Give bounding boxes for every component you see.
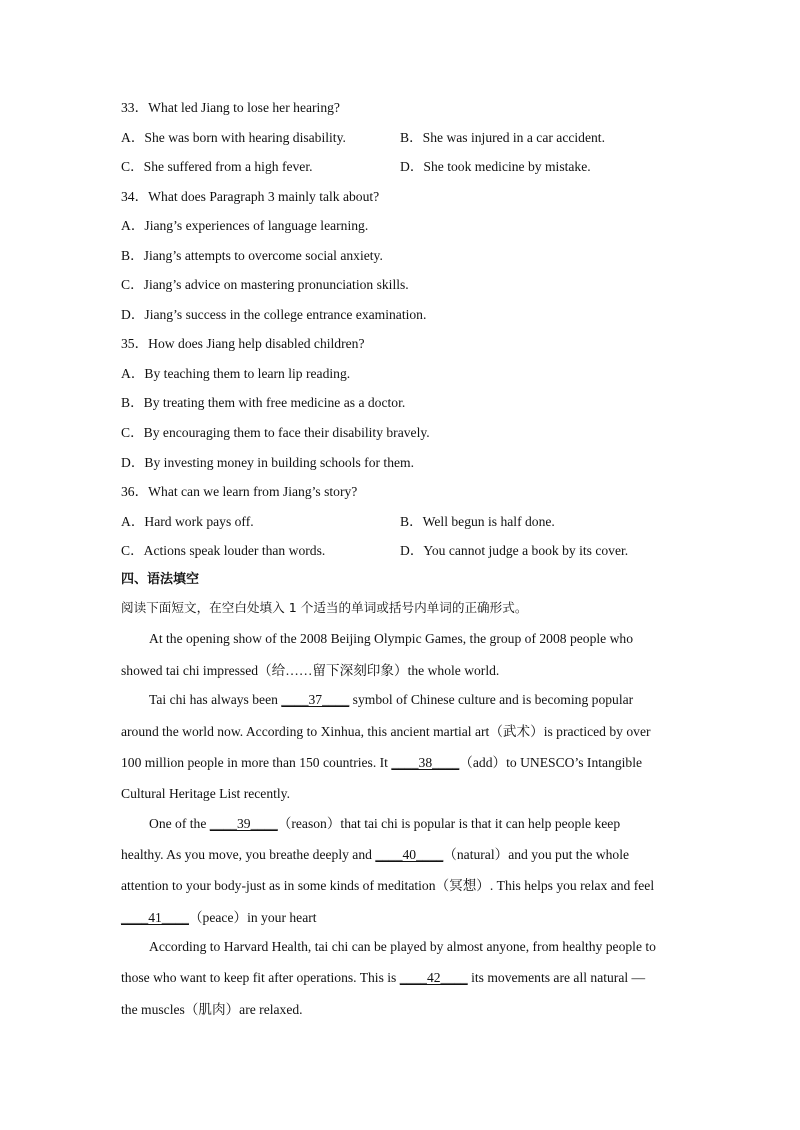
passage-p3-line4 — [121, 910, 317, 926]
passage-text: healthy. As you move, you breathe deeply and — [121, 847, 376, 862]
passage-text: 100 million people in more than 150 countries. It — [121, 755, 392, 770]
passage-text: （add）to UNESCO’s Intangible — [459, 755, 643, 770]
question-35-stem: 35．How does Jiang help disabled children? — [121, 336, 365, 351]
blank-42: ____42____ — [399, 970, 468, 985]
section-heading: 四、语法填空 — [121, 572, 200, 587]
passage-p3-line2 — [121, 847, 629, 863]
passage-p2-line3 — [121, 755, 642, 771]
question-35-option-c: C．By encouraging them to face their disability bravely. — [121, 425, 430, 440]
passage-p3-line3: attention to your body-just as in some kinds of meditation（冥想）. This helps you relax and feel — [121, 878, 655, 893]
blank-37: ____37____ — [281, 692, 350, 707]
question-34-option-a: A．Jiang’s experiences of language learning. — [121, 218, 369, 233]
passage-text: （reason）that tai chi is popular is that it can help people keep — [277, 816, 621, 831]
question-35-option-b: B．By treating them with free medicine as a doctor. — [121, 395, 406, 410]
passage-p1-line1: At the opening show of the 2008 Beijing Olympic Games, the group of 2008 people who — [149, 631, 634, 646]
passage-p4-line1: According to Harvard Health, tai chi can be played by almost anyone, from healthy people to — [149, 939, 656, 954]
question-33-option-a: A．She was born with hearing disability. — [121, 130, 346, 145]
passage-text: Tai chi has always been — [149, 692, 282, 707]
passage-p4-line3: the muscles（肌肉）are relaxed. — [121, 1002, 303, 1017]
question-35-option-a: A．By teaching them to learn lip reading. — [121, 366, 351, 381]
passage-text: （peace）in your heart — [188, 910, 317, 925]
blank-38: ____38____ — [391, 755, 460, 770]
question-34-option-c: C．Jiang’s advice on mastering pronunciation skills. — [121, 277, 409, 292]
question-34-option-d: D．Jiang’s success in the college entrance examination. — [121, 307, 427, 322]
passage-p2-line2: around the world now. According to Xinhua, this ancient martial art（武术）is practiced by over — [121, 724, 651, 739]
question-34-option-b: B．Jiang’s attempts to overcome social anxiety. — [121, 248, 383, 263]
question-36-option-b: B．Well begun is half done. — [400, 514, 555, 529]
question-36-stem: 36．What can we learn from Jiang’s story? — [121, 484, 358, 499]
section-instruction: 阅读下面短文，在空白处填入 1 个适当的单词或括号内单词的正确形式。 — [121, 600, 528, 615]
passage-p1-line2: showed tai chi impressed（给……留下深刻印象）the whole world. — [121, 663, 500, 678]
question-33-option-b: B．She was injured in a car accident. — [400, 130, 605, 145]
passage-text: symbol of Chinese culture and is becoming popular — [349, 692, 634, 707]
question-33-stem: 33．What led Jiang to lose her hearing? — [121, 100, 340, 115]
question-34-stem: 34．What does Paragraph 3 mainly talk about? — [121, 189, 380, 204]
blank-41: ____41____ — [121, 910, 189, 925]
passage-p3-line1 — [149, 816, 620, 832]
passage-p4-line2 — [121, 970, 645, 986]
passage-p2-line1 — [149, 692, 633, 708]
question-35-option-d: D．By investing money in building schools for them. — [121, 455, 415, 470]
question-36-option-d: D．You cannot judge a book by its cover. — [400, 543, 629, 558]
passage-text: those who want to keep fit after operations. This is — [121, 970, 400, 985]
question-36-option-c: C．Actions speak louder than words. — [121, 543, 326, 558]
blank-39: ____39____ — [209, 816, 278, 831]
question-36-option-a: A．Hard work pays off. — [121, 514, 254, 529]
question-33-option-d: D．She took medicine by mistake. — [400, 159, 591, 174]
question-33-option-c: C．She suffered from a high fever. — [121, 159, 313, 174]
passage-text: its movements are all natural — — [467, 970, 646, 985]
blank-40: ____40____ — [375, 847, 444, 862]
passage-text: （natural）and you put the whole — [443, 847, 630, 862]
passage-p2-line4: Cultural Heritage List recently. — [121, 786, 290, 801]
passage-text: One of the — [149, 816, 210, 831]
